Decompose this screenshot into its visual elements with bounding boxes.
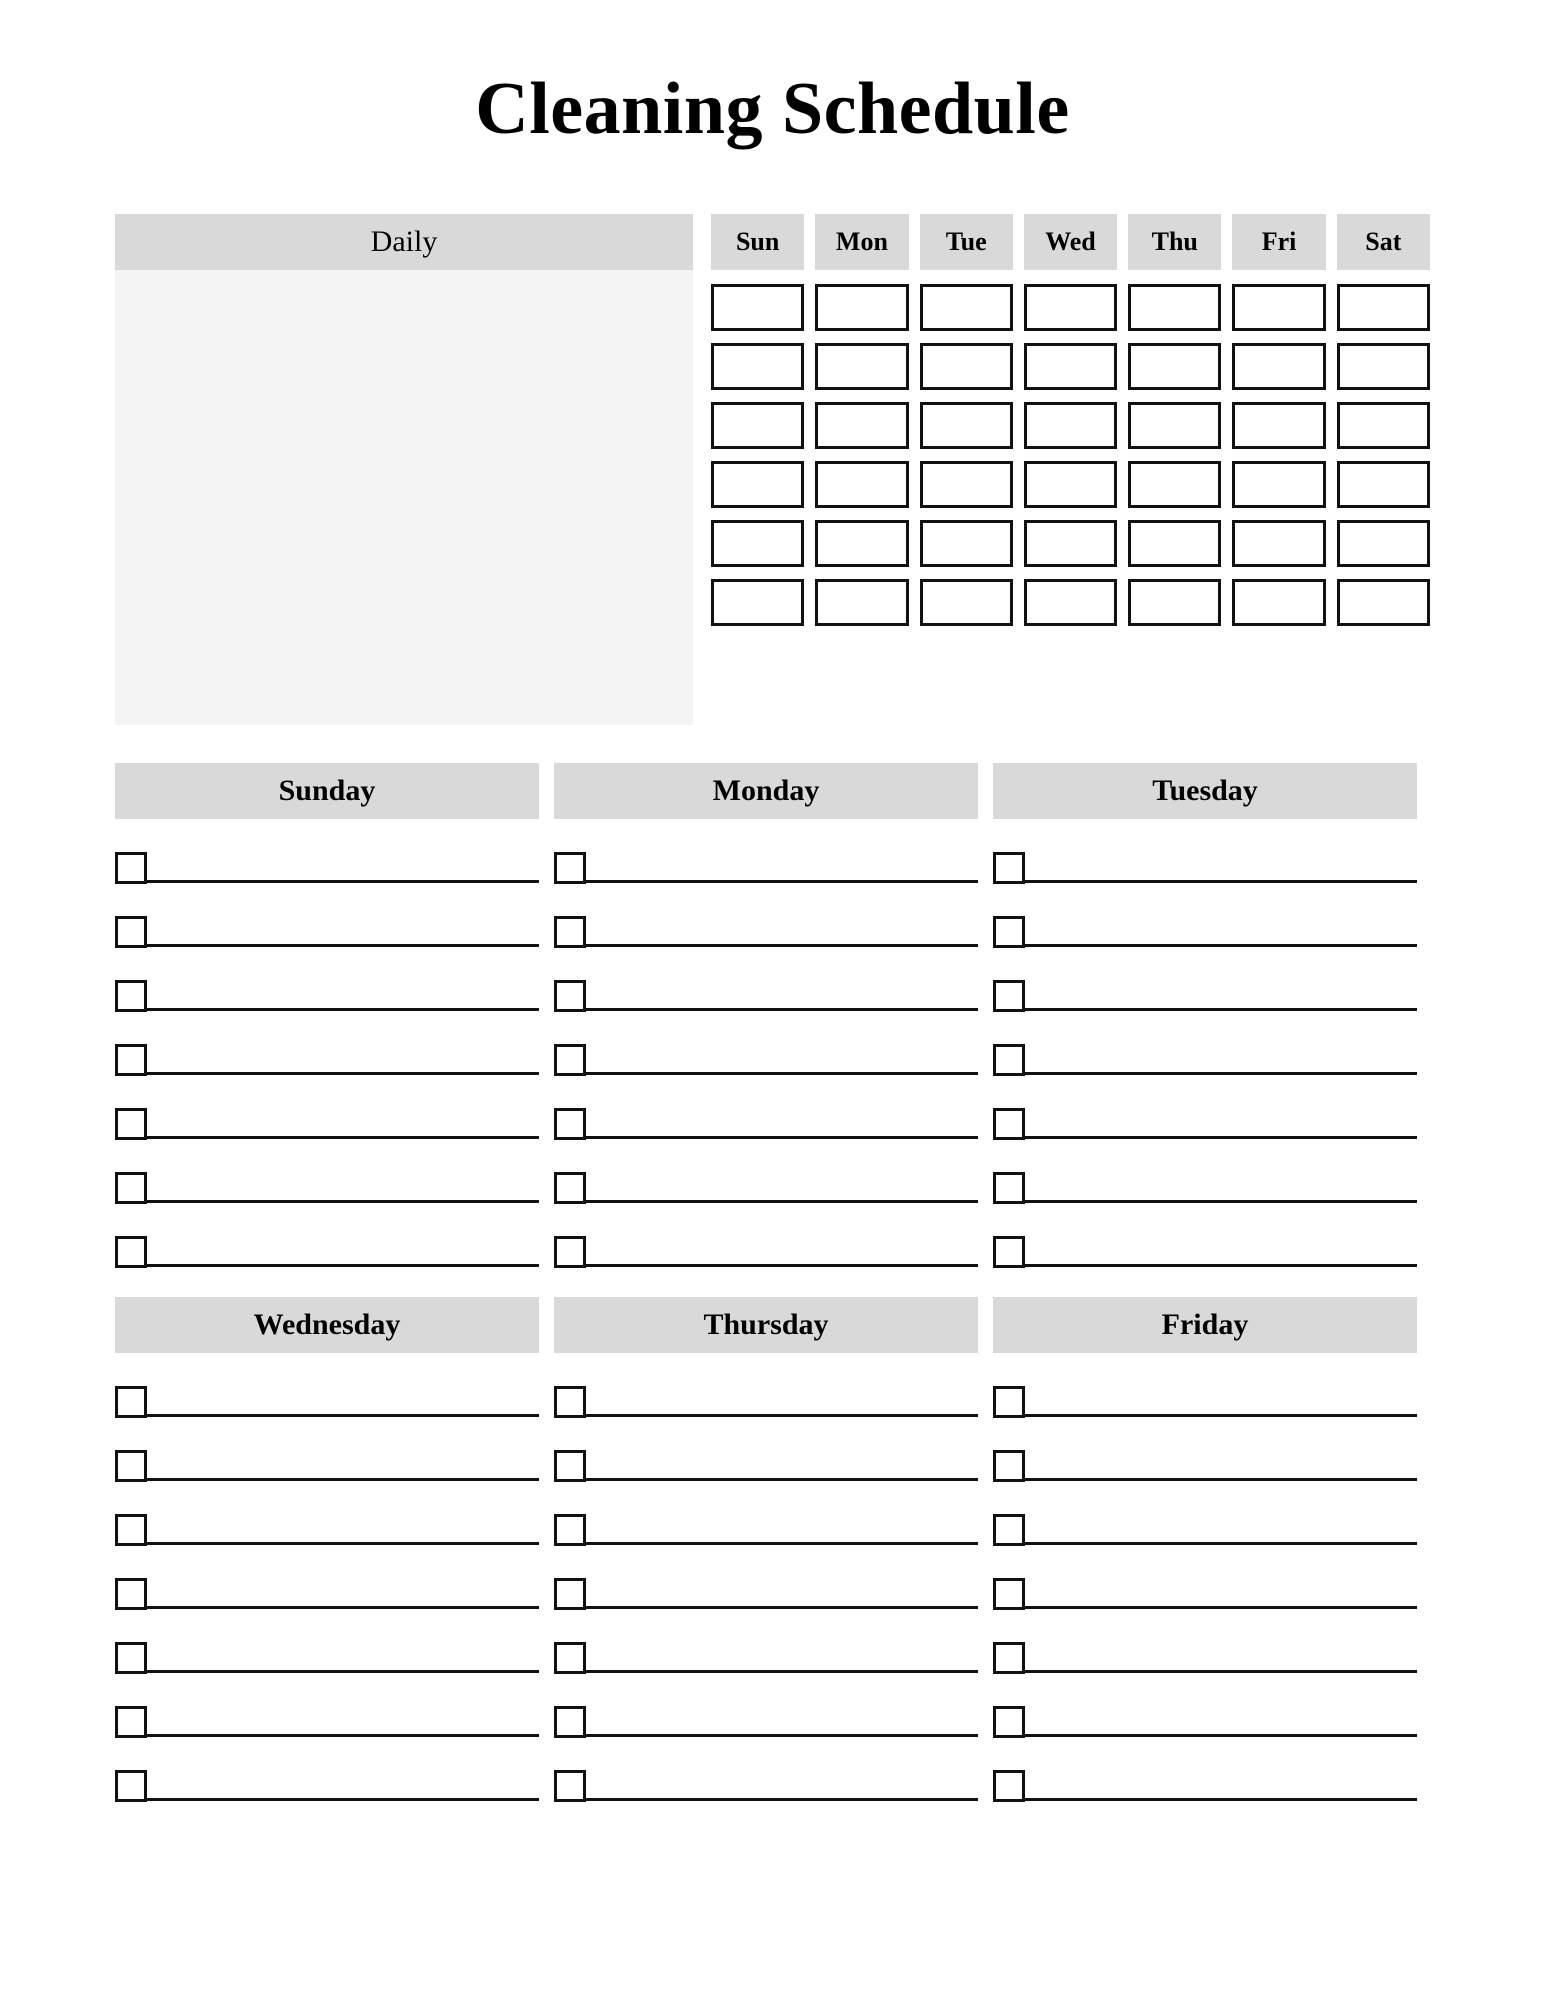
task-write-in-line[interactable] (586, 1542, 978, 1545)
task-row (554, 1161, 978, 1204)
weekday-header-mon (815, 214, 908, 270)
daily-grid-checkbox[interactable] (1128, 579, 1221, 626)
day-section-header (993, 763, 1417, 819)
day-section-label: Monday (712, 774, 820, 807)
task-row (115, 1439, 539, 1482)
daily-grid-checkbox[interactable] (1128, 284, 1221, 331)
task-checkbox[interactable] (993, 1706, 1025, 1738)
task-checkbox[interactable] (993, 916, 1025, 948)
task-row (993, 1439, 1417, 1482)
task-write-in-line[interactable] (147, 1478, 539, 1481)
daily-grid-checkbox[interactable] (1024, 520, 1117, 567)
task-row (554, 841, 978, 884)
weekday-header-label: Wed (1045, 227, 1096, 256)
task-write-in-line[interactable] (1025, 1072, 1417, 1075)
task-write-in-line[interactable] (1025, 1798, 1417, 1801)
daily-grid-checkbox[interactable] (711, 402, 804, 449)
daily-grid-checkbox[interactable] (1128, 461, 1221, 508)
weekday-header-fri (1232, 214, 1325, 270)
daily-notes-area[interactable] (115, 270, 693, 725)
daily-grid-checkbox[interactable] (1232, 402, 1325, 449)
daily-grid-checkbox[interactable] (1024, 579, 1117, 626)
weekday-grid-row (711, 520, 1430, 567)
task-write-in-line[interactable] (147, 944, 539, 947)
day-section-friday (993, 1297, 1417, 1823)
task-list (554, 841, 978, 1268)
task-row (115, 1033, 539, 1076)
weekday-header-label: Tue (945, 227, 987, 256)
daily-grid-checkbox[interactable] (815, 402, 908, 449)
day-section-thursday (554, 1297, 978, 1823)
daily-grid-checkbox[interactable] (1024, 343, 1117, 390)
task-checkbox[interactable] (554, 1514, 586, 1546)
task-checkbox[interactable] (993, 1044, 1025, 1076)
task-write-in-line[interactable] (1025, 1670, 1417, 1673)
daily-grid-checkbox[interactable] (1337, 284, 1430, 331)
task-row (554, 1097, 978, 1140)
task-write-in-line[interactable] (586, 1798, 978, 1801)
daily-grid-checkbox[interactable] (1024, 402, 1117, 449)
day-section-header (993, 1297, 1417, 1353)
task-row (993, 1161, 1417, 1204)
weekday-header-tue (920, 214, 1013, 270)
task-checkbox[interactable] (115, 1514, 147, 1546)
task-checkbox[interactable] (554, 1044, 586, 1076)
task-row (993, 1759, 1417, 1802)
day-section-label: Thursday (703, 1308, 829, 1341)
task-row (554, 1567, 978, 1610)
task-write-in-line[interactable] (147, 1542, 539, 1545)
task-checkbox[interactable] (115, 1108, 147, 1140)
daily-grid-checkbox[interactable] (920, 520, 1013, 567)
task-checkbox[interactable] (554, 852, 586, 884)
task-row (554, 1759, 978, 1802)
task-row (115, 1759, 539, 1802)
daily-grid-checkbox[interactable] (1232, 284, 1325, 331)
task-write-in-line[interactable] (147, 1136, 539, 1139)
task-row (115, 1161, 539, 1204)
task-list (115, 841, 539, 1268)
task-write-in-line[interactable] (586, 880, 978, 883)
task-row (115, 1225, 539, 1268)
task-row (554, 1631, 978, 1674)
task-checkbox[interactable] (554, 1770, 586, 1802)
task-write-in-line[interactable] (1025, 1264, 1417, 1267)
task-checkbox[interactable] (554, 1450, 586, 1482)
task-row (993, 1567, 1417, 1610)
task-checkbox[interactable] (115, 1770, 147, 1802)
task-write-in-line[interactable] (147, 1264, 539, 1267)
page-title: Cleaning Schedule (475, 68, 1070, 150)
weekday-grid-row (711, 402, 1430, 449)
task-write-in-line[interactable] (147, 1670, 539, 1673)
task-checkbox[interactable] (554, 1172, 586, 1204)
daily-weekday-grid (711, 214, 1430, 638)
weekday-header-thu (1128, 214, 1221, 270)
task-row (554, 969, 978, 1012)
task-row (554, 1033, 978, 1076)
task-row (993, 841, 1417, 884)
day-section-header (115, 1297, 539, 1353)
task-checkbox[interactable] (993, 1236, 1025, 1268)
task-write-in-line[interactable] (1025, 1136, 1417, 1139)
task-write-in-line[interactable] (586, 1136, 978, 1139)
weekday-header-label: Fri (1261, 227, 1297, 256)
task-checkbox[interactable] (993, 852, 1025, 884)
task-write-in-line[interactable] (1025, 1606, 1417, 1609)
task-row (554, 905, 978, 948)
daily-grid-checkbox[interactable] (1337, 402, 1430, 449)
weekday-header-label: Sat (1365, 227, 1402, 256)
task-checkbox[interactable] (993, 1514, 1025, 1546)
weekday-header-label: Sun (735, 227, 780, 256)
task-checkbox[interactable] (115, 1386, 147, 1418)
task-write-in-line[interactable] (147, 1798, 539, 1801)
task-write-in-line[interactable] (1025, 944, 1417, 947)
day-section-label: Wednesday (253, 1308, 401, 1341)
task-checkbox[interactable] (115, 980, 147, 1012)
task-row (115, 841, 539, 884)
daily-grid-checkbox[interactable] (1337, 520, 1430, 567)
task-list (993, 841, 1417, 1268)
task-row (993, 1695, 1417, 1738)
task-checkbox[interactable] (993, 1770, 1025, 1802)
task-write-in-line[interactable] (586, 1200, 978, 1203)
weekday-grid-row (711, 461, 1430, 508)
task-checkbox[interactable] (115, 852, 147, 884)
weekday-header-wed (1024, 214, 1117, 270)
task-checkbox[interactable] (115, 1706, 147, 1738)
daily-grid-checkbox[interactable] (711, 520, 804, 567)
task-row (993, 1503, 1417, 1546)
weekday-header-sat (1337, 214, 1430, 270)
task-write-in-line[interactable] (1025, 1008, 1417, 1011)
task-checkbox[interactable] (554, 1386, 586, 1418)
task-list (993, 1375, 1417, 1802)
task-row (554, 1439, 978, 1482)
task-row (993, 1033, 1417, 1076)
task-row (115, 1097, 539, 1140)
task-checkbox[interactable] (115, 1172, 147, 1204)
task-row (993, 905, 1417, 948)
daily-grid-checkbox[interactable] (1024, 461, 1117, 508)
weekday-header-sun (711, 214, 804, 270)
task-write-in-line[interactable] (586, 1606, 978, 1609)
daily-grid-checkbox[interactable] (815, 284, 908, 331)
task-list (115, 1375, 539, 1802)
day-section-label: Tuesday (1152, 774, 1258, 807)
task-write-in-line[interactable] (1025, 1478, 1417, 1481)
task-checkbox[interactable] (115, 1450, 147, 1482)
daily-grid-checkbox[interactable] (1232, 461, 1325, 508)
daily-grid-checkbox[interactable] (815, 343, 908, 390)
weekday-header-label: Mon (835, 227, 888, 256)
daily-grid-checkbox[interactable] (920, 579, 1013, 626)
day-section-label: Friday (1161, 1308, 1249, 1341)
task-checkbox[interactable] (554, 980, 586, 1012)
task-checkbox[interactable] (993, 1578, 1025, 1610)
day-section-tuesday (993, 763, 1417, 1289)
daily-grid-checkbox[interactable] (711, 284, 804, 331)
task-row (115, 905, 539, 948)
task-checkbox[interactable] (993, 1450, 1025, 1482)
task-checkbox[interactable] (115, 916, 147, 948)
task-write-in-line[interactable] (147, 1008, 539, 1011)
daily-grid-checkbox[interactable] (711, 343, 804, 390)
task-checkbox[interactable] (993, 980, 1025, 1012)
task-write-in-line[interactable] (1025, 880, 1417, 883)
daily-grid-checkbox[interactable] (1232, 520, 1325, 567)
weekday-header-row (711, 214, 1430, 270)
daily-grid-checkbox[interactable] (711, 461, 804, 508)
task-write-in-line[interactable] (147, 1414, 539, 1417)
task-row (554, 1503, 978, 1546)
task-row (993, 1097, 1417, 1140)
daily-grid-checkbox[interactable] (920, 284, 1013, 331)
task-write-in-line[interactable] (586, 1414, 978, 1417)
task-checkbox[interactable] (993, 1172, 1025, 1204)
daily-grid-checkbox[interactable] (1128, 520, 1221, 567)
daily-grid-checkbox[interactable] (1128, 343, 1221, 390)
task-checkbox[interactable] (554, 1236, 586, 1268)
task-row (115, 1375, 539, 1418)
task-checkbox[interactable] (993, 1642, 1025, 1674)
weekday-header-label: Thu (1151, 227, 1198, 256)
task-row (115, 1503, 539, 1546)
daily-grid-checkbox[interactable] (1337, 461, 1430, 508)
daily-header-label: Daily (370, 225, 438, 258)
day-section-header (554, 1297, 978, 1353)
task-checkbox[interactable] (554, 916, 586, 948)
daily-grid-checkbox[interactable] (1337, 579, 1430, 626)
daily-grid-checkbox[interactable] (815, 579, 908, 626)
task-write-in-line[interactable] (147, 1200, 539, 1203)
daily-section (115, 214, 1430, 734)
weekday-grid-row (711, 343, 1430, 390)
daily-grid-checkbox[interactable] (711, 579, 804, 626)
task-checkbox[interactable] (554, 1578, 586, 1610)
task-row (115, 969, 539, 1012)
task-write-in-line[interactable] (147, 1606, 539, 1609)
task-write-in-line[interactable] (586, 1670, 978, 1673)
day-section-header (115, 763, 539, 819)
task-row (993, 969, 1417, 1012)
task-checkbox[interactable] (115, 1642, 147, 1674)
task-checkbox[interactable] (115, 1044, 147, 1076)
daily-grid-checkbox[interactable] (815, 461, 908, 508)
task-checkbox[interactable] (115, 1578, 147, 1610)
task-write-in-line[interactable] (147, 1734, 539, 1737)
daily-header (115, 214, 693, 270)
task-write-in-line[interactable] (1025, 1734, 1417, 1737)
task-checkbox[interactable] (115, 1236, 147, 1268)
task-row (115, 1631, 539, 1674)
daily-grid-checkbox[interactable] (1128, 402, 1221, 449)
task-write-in-line[interactable] (147, 880, 539, 883)
task-list (554, 1375, 978, 1802)
task-checkbox[interactable] (993, 1108, 1025, 1140)
task-row (993, 1375, 1417, 1418)
daily-grid-checkbox[interactable] (1024, 284, 1117, 331)
task-write-in-line[interactable] (586, 1264, 978, 1267)
task-write-in-line[interactable] (586, 1478, 978, 1481)
task-row (993, 1225, 1417, 1268)
task-checkbox[interactable] (993, 1386, 1025, 1418)
daily-grid-checkbox[interactable] (815, 520, 908, 567)
task-write-in-line[interactable] (586, 1734, 978, 1737)
daily-grid-checkbox[interactable] (920, 343, 1013, 390)
task-row (993, 1631, 1417, 1674)
day-section-header (554, 763, 978, 819)
weekday-grid-row (711, 579, 1430, 626)
task-checkbox[interactable] (554, 1108, 586, 1140)
task-write-in-line[interactable] (147, 1072, 539, 1075)
daily-grid-checkbox[interactable] (920, 402, 1013, 449)
daily-grid-checkbox[interactable] (1337, 343, 1430, 390)
task-row (115, 1695, 539, 1738)
task-write-in-line[interactable] (586, 1008, 978, 1011)
task-checkbox[interactable] (554, 1706, 586, 1738)
task-write-in-line[interactable] (586, 1072, 978, 1075)
task-row (554, 1225, 978, 1268)
day-section-sunday (115, 763, 539, 1289)
daily-grid-checkbox[interactable] (920, 461, 1013, 508)
task-row (115, 1567, 539, 1610)
weekday-grid-row (711, 284, 1430, 331)
day-section-label: Sunday (278, 774, 376, 807)
daily-notes-panel (115, 214, 693, 725)
day-section-monday (554, 763, 978, 1289)
daily-grid-checkbox[interactable] (1232, 579, 1325, 626)
task-row (554, 1375, 978, 1418)
task-write-in-line[interactable] (1025, 1414, 1417, 1417)
day-section-wednesday (115, 1297, 539, 1823)
weekday-checkbox-rows (711, 284, 1430, 626)
task-write-in-line[interactable] (586, 944, 978, 947)
task-write-in-line[interactable] (1025, 1542, 1417, 1545)
task-row (554, 1695, 978, 1738)
daily-grid-checkbox[interactable] (1232, 343, 1325, 390)
task-checkbox[interactable] (554, 1642, 586, 1674)
task-write-in-line[interactable] (1025, 1200, 1417, 1203)
